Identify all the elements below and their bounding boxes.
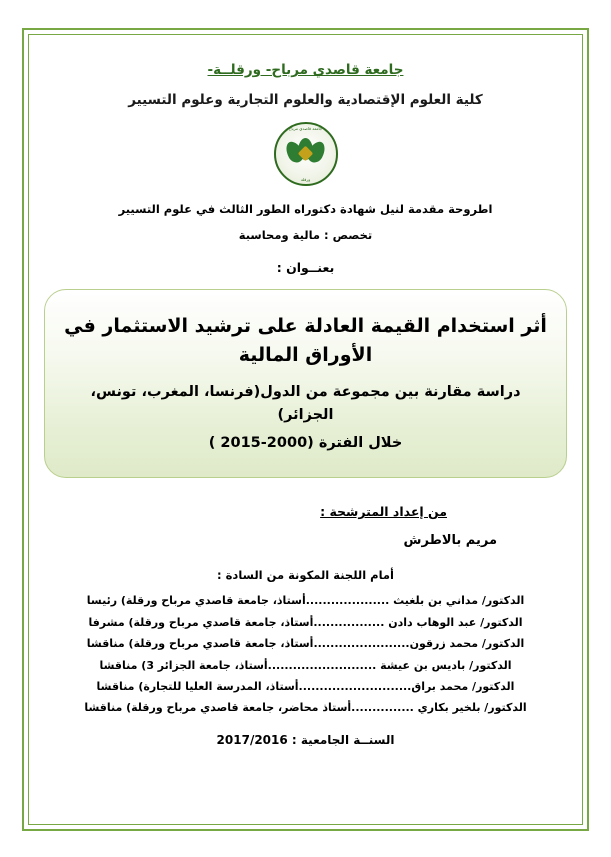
jury-member-row: الدكتور/ بلخير بكاري ...............أستاذ محاضر، جامعة قاصدي مرباح ورقلة) مناقشا <box>84 701 527 715</box>
author-label: من إعداد المترشحة : <box>320 504 447 520</box>
jury-member-row: الدكتور/ محمد زرقون.......................أستاذ، جامعة قاصدي مرباح ورقلة) مناقشا <box>86 637 525 651</box>
seal-ring-bottom-text: ورقلة <box>300 177 311 182</box>
thesis-subtitle: دراسة مقارنة بين مجموعة من الدول(فرنسا، المغرب، تونس، الجزائر) <box>90 383 521 424</box>
thesis-title-line-2: الأوراق المالية <box>238 344 373 367</box>
jury-member-row: الدكتور/ مداني بن بلغيث ....................أستاذ، جامعة قاصدي مرباح ورقلة) رئيسا <box>86 594 525 608</box>
thesis-period: خلال الفترة (2000-2015 ) <box>208 435 403 452</box>
university-name: جامعة قاصدي مرباح- ورقلــة- <box>207 62 404 78</box>
academic-year-label: السنــة الجامعية : <box>291 732 395 747</box>
thesis-title-box <box>44 289 567 478</box>
jury-member-row: الدكتور/ باديس بن عيشة ..........................أستاذ، جامعة الجزائر 3) مناقشا <box>99 658 512 672</box>
thesis-specialty: تخصص : مالية ومحاسبة <box>238 228 373 242</box>
author-block <box>44 504 567 548</box>
faculty-name: كلية العلوم الإقتصادية والعلوم التجارية وعلوم التسيير <box>128 92 483 108</box>
seal-ring-top-text: جامعة قاصدي مرباح <box>288 126 323 131</box>
page-content <box>44 46 567 813</box>
academic-year <box>44 733 567 747</box>
thesis-statement: اطروحة مقدمة لنيل شهادة دكتوراه الطور الثالث في علوم التسيير <box>118 202 493 216</box>
jury-member-row: الدكتور/ محمد براق...........................أستاذ، المدرسة العليا للتجارة) مناقشا <box>96 680 515 693</box>
academic-year-value: 2017/2016 <box>216 732 288 747</box>
logo-container <box>44 122 567 186</box>
thesis-title-line-1: أثر استخدام القيمة العادلة على ترشيد الاستثمار في <box>64 315 547 337</box>
jury-list <box>44 590 567 719</box>
under-title-label: بعنــوان : <box>276 260 335 275</box>
jury-member-row: الدكتور/ عبد الوهاب دادن .................أستاذ، جامعة قاصدي مرباح ورقلة) مشرفا <box>88 615 523 629</box>
university-seal-icon <box>274 122 338 186</box>
jury-intro: أمام اللجنة المكونة من السادة : <box>217 568 394 583</box>
author-name: مريم بالاطرش <box>403 533 497 549</box>
